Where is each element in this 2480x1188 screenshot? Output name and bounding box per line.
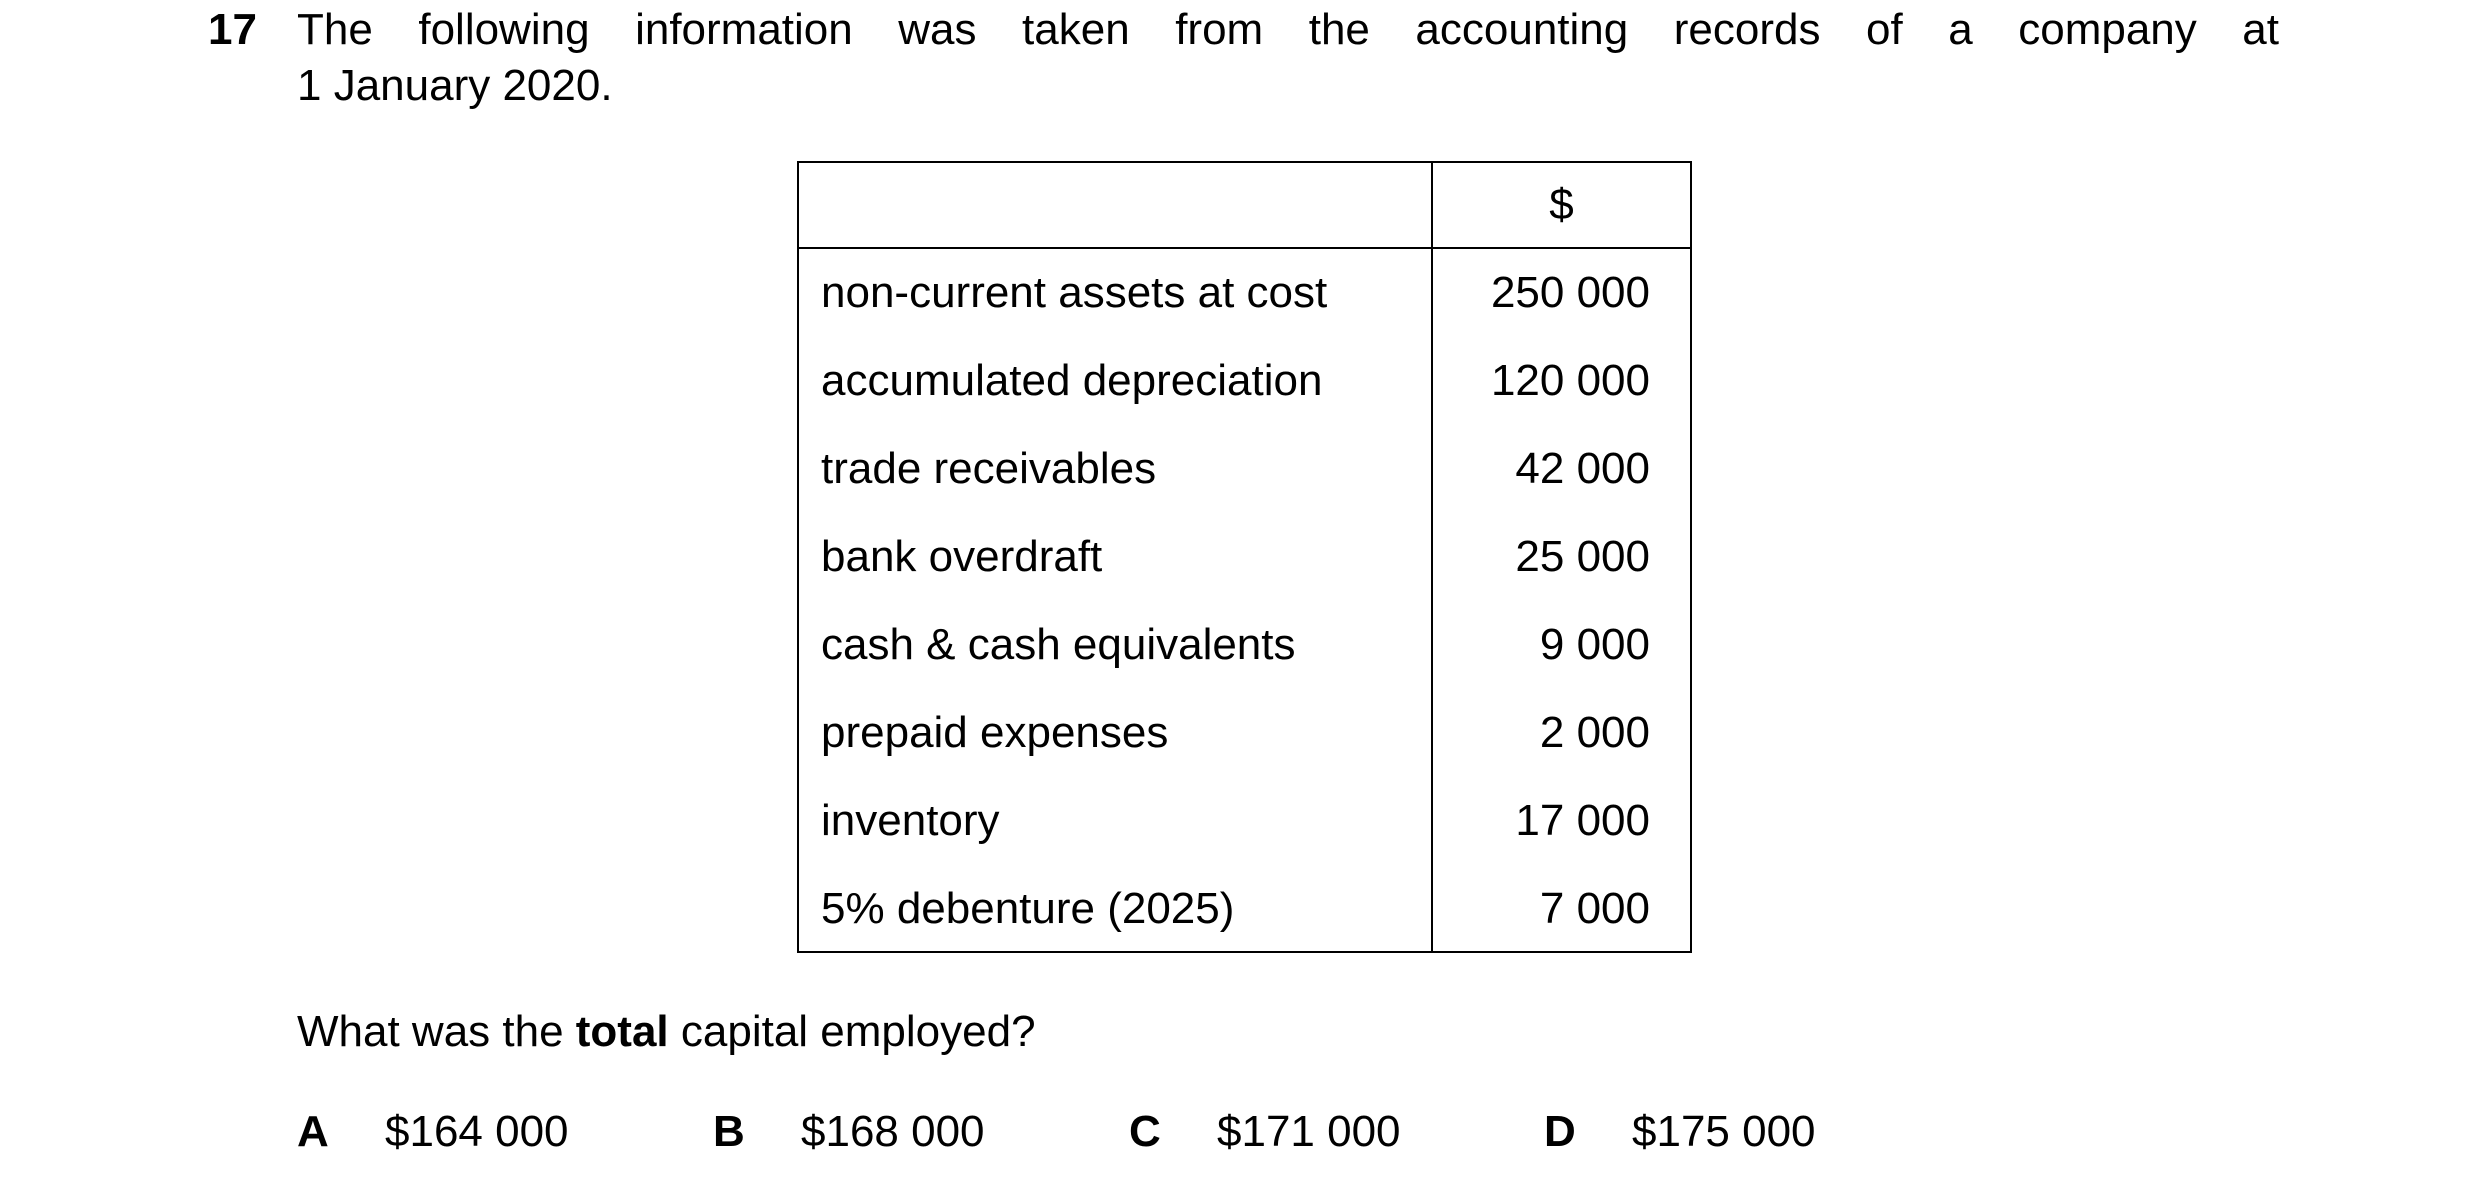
answer-option-letter: A	[297, 1107, 329, 1156]
table-row-amount: 25 000	[1515, 532, 1650, 581]
answer-option-letter: C	[1129, 1107, 1161, 1156]
question-number: 17	[208, 5, 257, 54]
table-row-label: inventory	[821, 796, 1000, 845]
question-prompt-emphasis: total	[575, 1007, 669, 1056]
table-row	[799, 249, 1690, 337]
table-row	[799, 689, 1690, 777]
currency-column-header: $	[1549, 180, 1574, 229]
table-row	[799, 601, 1690, 689]
table-row-amount: 250 000	[1490, 268, 1650, 317]
table-row-label: trade receivables	[821, 444, 1157, 493]
question-stem	[297, 2, 2279, 114]
table-row-label: 5% debenture (2025)	[821, 884, 1235, 933]
table-row-label: accumulated depreciation	[821, 356, 1323, 405]
question-stem-line-2: 1 January 2020.	[297, 61, 613, 110]
table-row-amount: 9 000	[1539, 620, 1650, 669]
accounting-records-table	[797, 161, 1692, 953]
table-row	[799, 513, 1690, 601]
table-row-label: cash & cash equivalents	[821, 620, 1296, 669]
answer-option-value: $171 000	[1217, 1107, 1401, 1156]
question-prompt	[297, 1004, 1036, 1060]
table-row-amount: 120 000	[1490, 356, 1650, 405]
table-row-label: bank overdraft	[821, 532, 1103, 581]
table-row-amount: 7 000	[1539, 884, 1650, 933]
question-prompt-before: What was the	[297, 1007, 576, 1056]
question-stem-line-1: The following information was taken from the accounting records of a company at	[297, 5, 2279, 54]
table-row-label: prepaid expenses	[821, 708, 1169, 757]
answer-option-value: $164 000	[385, 1107, 569, 1156]
table-row	[799, 865, 1690, 953]
question-prompt-after: capital employed?	[668, 1007, 1036, 1056]
table-row-amount: 17 000	[1515, 796, 1650, 845]
table-row-label: non-current assets at cost	[821, 268, 1328, 317]
table-row-amount: 42 000	[1515, 444, 1650, 493]
table-row	[799, 337, 1690, 425]
answer-option-letter: B	[713, 1107, 745, 1156]
table-row-amount: 2 000	[1539, 708, 1650, 757]
answer-option-letter: D	[1544, 1107, 1576, 1156]
table-row	[799, 777, 1690, 865]
table-row	[799, 425, 1690, 513]
answer-option-value: $168 000	[801, 1107, 985, 1156]
answer-option-value: $175 000	[1632, 1107, 1816, 1156]
